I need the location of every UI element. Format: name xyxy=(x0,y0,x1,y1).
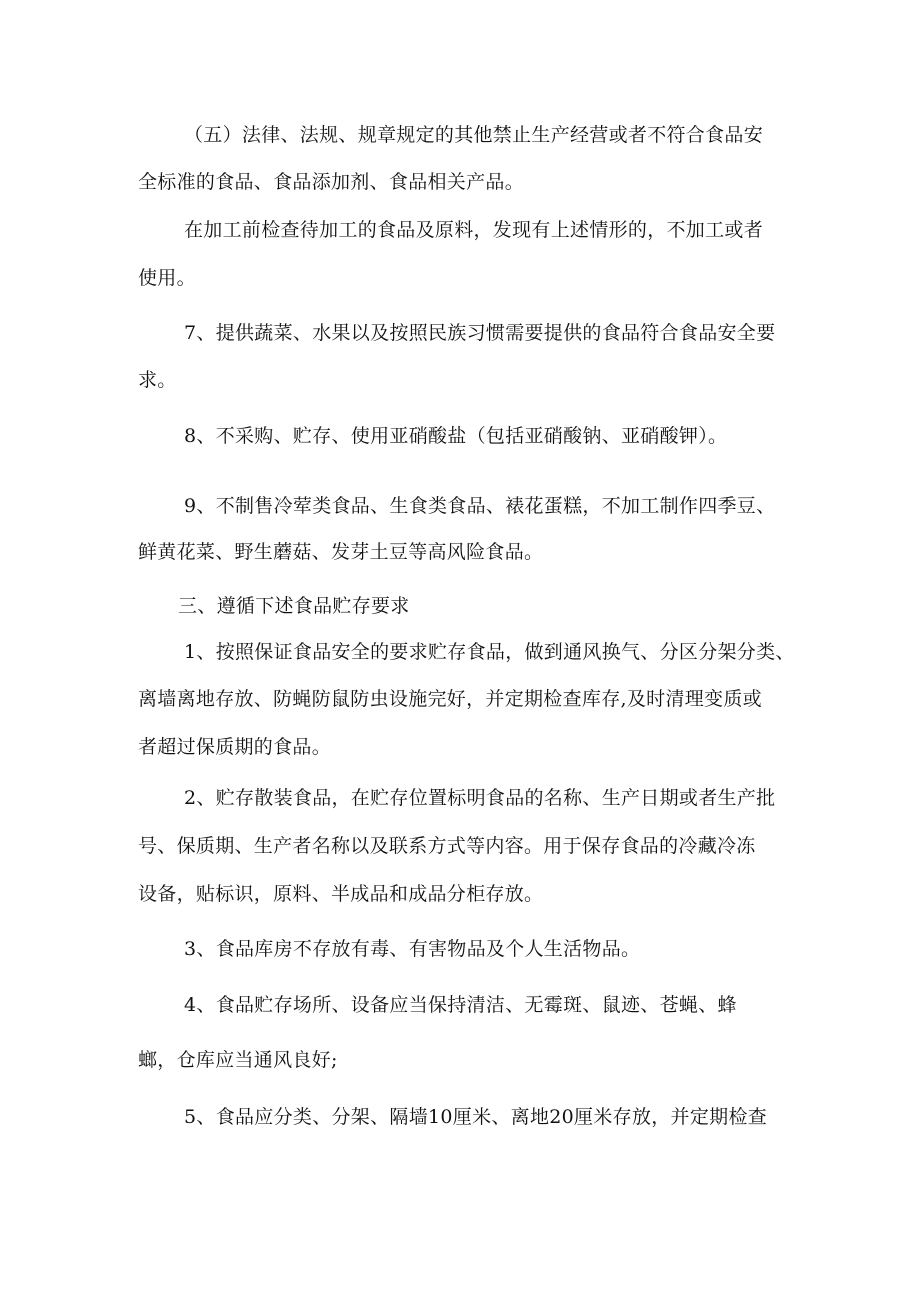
text-line: 使用。 xyxy=(138,267,196,289)
text-line: 1、按照保证食品安全的要求贮存食品，做到通风换气、分区分架分类、 xyxy=(184,641,795,663)
text-line: 5、食品应分类、分架、隔墙10厘米、离地20厘米存放，并定期检查 xyxy=(184,1106,768,1128)
text-line: 3、食品库房不存放有毒、有害物品及个人生活物品。 xyxy=(184,938,641,960)
text-line: 离墙离地存放、防蝇防鼠防虫设施完好，并定期检查库存,及时清理变质或 xyxy=(138,688,762,710)
text-line: 7、提供蔬菜、水果以及按照民族习惯需要提供的食品符合食品安全要 xyxy=(184,322,776,344)
text-line: 2、贮存散装食品，在贮存位置标明食品的名称、生产日期或者生产批 xyxy=(184,787,776,809)
section-heading: 三、遵循下述食品贮存要求 xyxy=(178,595,410,617)
text-line: 全标准的食品、食品添加剂、食品相关产品。 xyxy=(138,171,525,193)
text-line: 在加工前检查待加工的食品及原料，发现有上述情形的，不加工或者 xyxy=(184,219,764,241)
text-line: 螂，仓库应当通风良好; xyxy=(138,1049,338,1071)
text-line: 设备，贴标识，原料、半成品和成品分柜存放。 xyxy=(138,883,544,905)
text-line: 8、不采购、贮存、使用亚硝酸盐（包括亚硝酸钠、亚硝酸钾）。 xyxy=(184,425,728,447)
text-line: （五）法律、法规、规章规定的其他禁止生产经营或者不符合食品安 xyxy=(184,124,764,146)
text-line: 鲜黄花菜、野生蘑菇、发芽土豆等高风险食品。 xyxy=(138,541,544,563)
text-line: 者超过保质期的食品。 xyxy=(138,736,332,758)
text-line: 9、不制售冷荤类食品、生食类食品、裱花蛋糕，不加工制作四季豆、 xyxy=(184,495,776,517)
text-line: 4、食品贮存场所、设备应当保持清洁、无霉斑、鼠迹、苍蝇、蜂 xyxy=(184,994,737,1016)
text-line: 号、保质期、生产者名称以及联系方式等内容。用于保存食品的冷藏冷冻 xyxy=(138,835,756,857)
text-line: 求。 xyxy=(138,369,177,391)
